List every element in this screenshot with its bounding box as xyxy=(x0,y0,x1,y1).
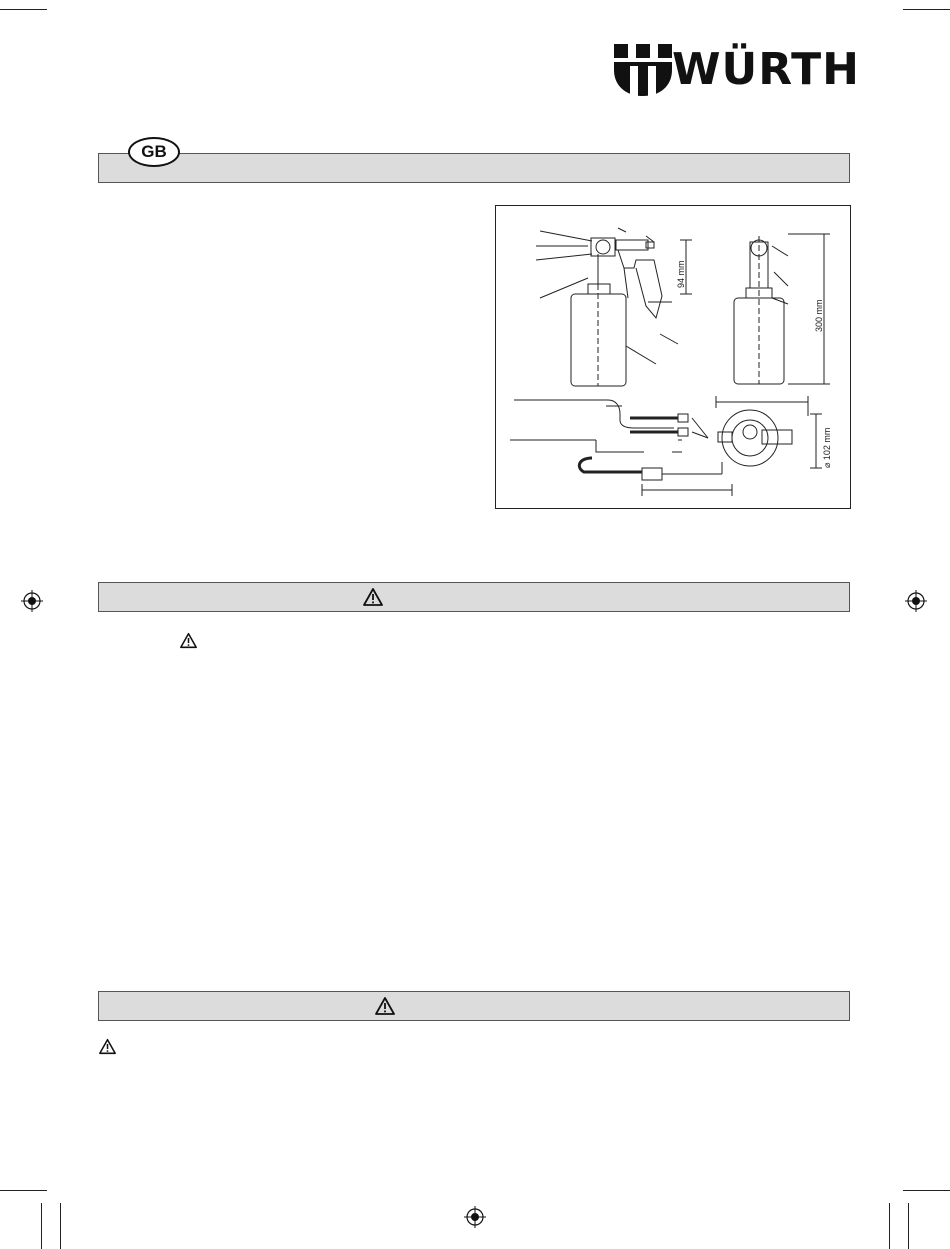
language-header-bar xyxy=(98,153,850,183)
dimension-102mm: ⌀ 102 mm xyxy=(822,427,832,468)
product-figure xyxy=(495,205,851,509)
warning-section-bar-1 xyxy=(98,582,850,612)
registration-mark xyxy=(21,590,43,612)
dimension-300mm: 300 mm xyxy=(814,299,824,332)
warning-triangle-icon xyxy=(374,996,396,1016)
brand-name: WÜRTH xyxy=(672,44,861,95)
spray-gun-drawing xyxy=(496,206,850,508)
cup-top-view xyxy=(722,410,778,466)
language-badge: GB xyxy=(128,137,180,167)
registration-mark xyxy=(464,1206,486,1228)
crop-mark xyxy=(0,1190,47,1191)
warning-triangle-icon xyxy=(179,632,198,649)
crop-mark xyxy=(0,9,47,10)
crop-mark xyxy=(908,1203,909,1249)
warning-triangle-icon xyxy=(362,587,384,607)
crop-mark xyxy=(60,1203,61,1249)
warning-section-bar-2 xyxy=(98,991,850,1021)
dimension-94mm: 94 mm xyxy=(676,260,686,288)
crop-mark xyxy=(903,9,950,10)
warning-triangle-icon xyxy=(98,1038,117,1055)
crop-mark xyxy=(889,1203,890,1249)
registration-mark xyxy=(905,590,927,612)
crop-mark xyxy=(903,1190,950,1191)
crop-mark xyxy=(41,1203,42,1249)
